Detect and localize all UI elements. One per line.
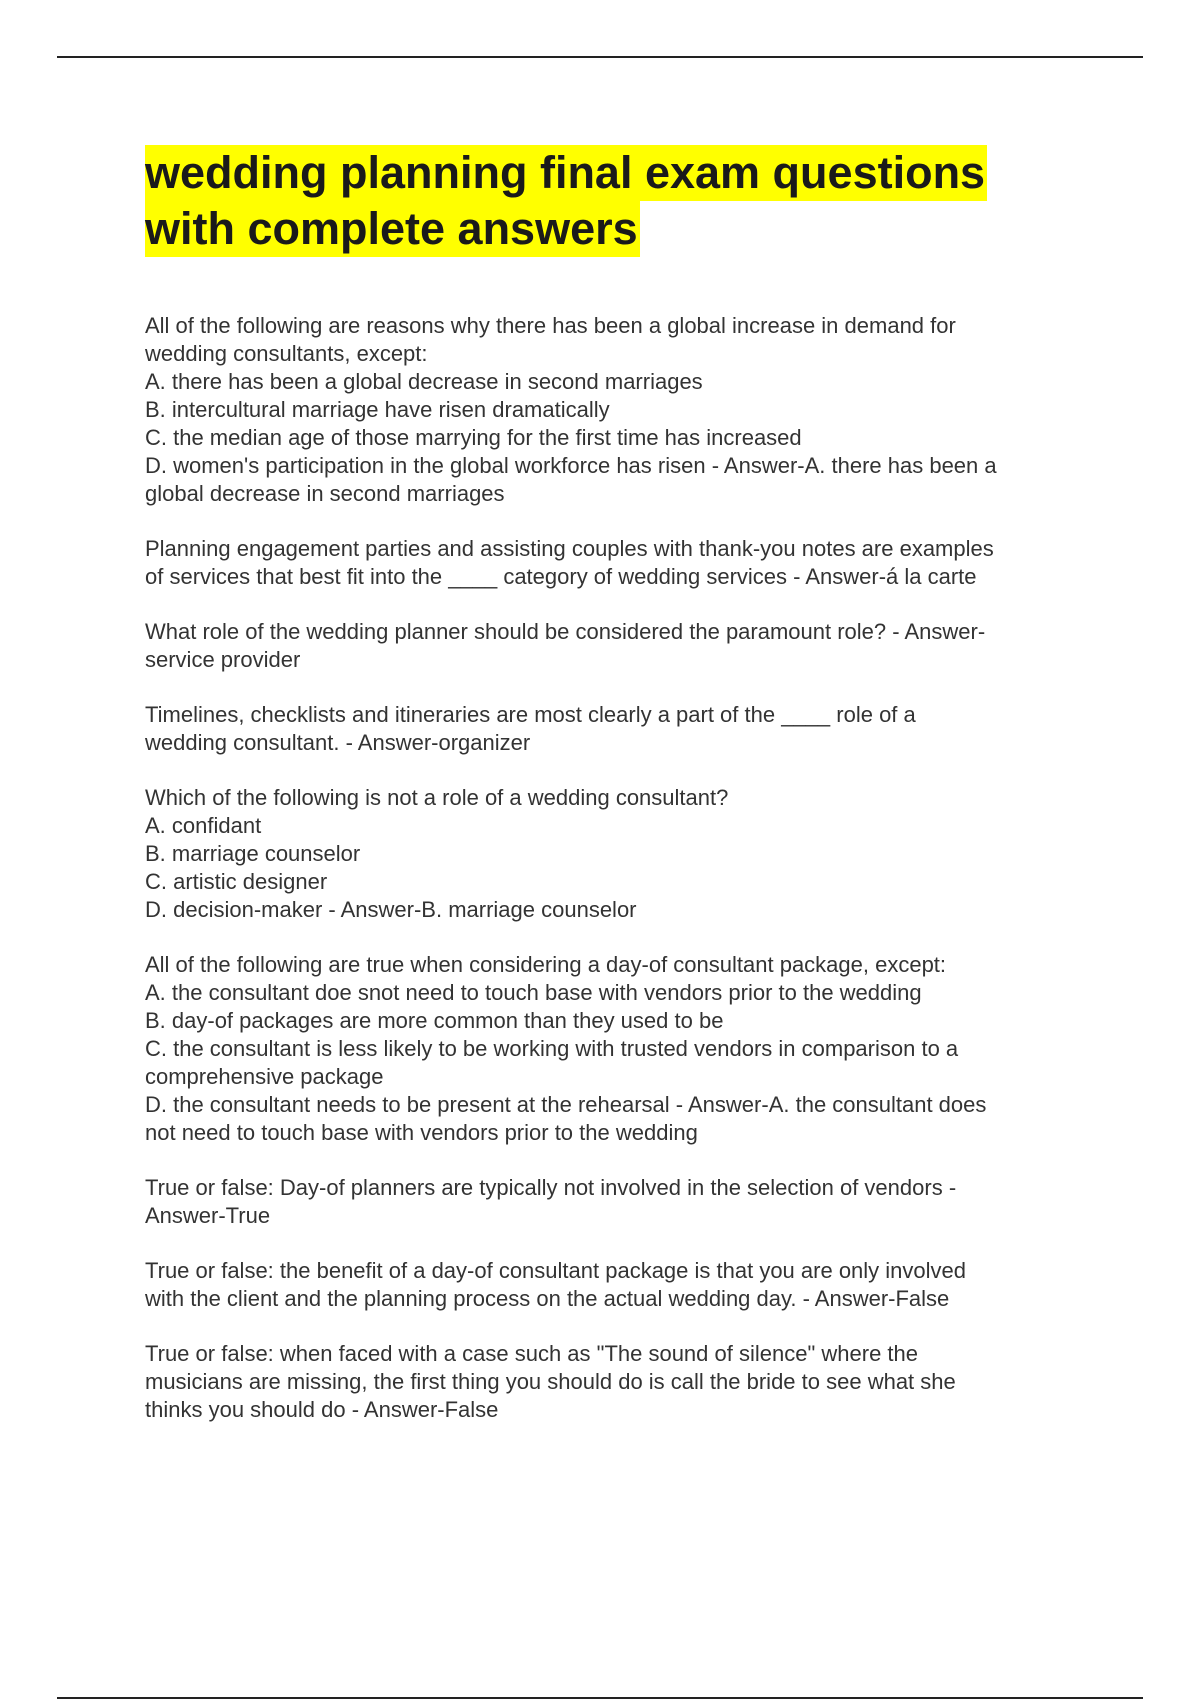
question-text-line: All of the following are true when considering a day-of consultant package, except: [145, 952, 947, 977]
question-item [145, 1257, 1085, 1313]
question-item [145, 701, 1085, 757]
question-text-line: What role of the wedding planner should be considered the paramount role? - Answer- [145, 619, 986, 644]
top-rule [57, 56, 1143, 58]
question-item [145, 784, 1085, 924]
question-text-line: Answer-True [145, 1203, 271, 1228]
question-text-line: C. the consultant is less likely to be working with trusted vendors in comparison to a [145, 1036, 959, 1061]
title-line-1: wedding planning final exam questions [145, 145, 987, 201]
question-text-line: B. intercultural marriage have risen dramatically [145, 397, 610, 422]
bottom-rule [57, 1697, 1143, 1699]
question-text-line: D. women's participation in the global workforce has risen - Answer-A. there has been a [145, 453, 997, 478]
question-text-line: comprehensive package [145, 1064, 384, 1089]
question-text-line: True or false: the benefit of a day-of consultant package is that you are only involved [145, 1258, 967, 1283]
question-text-line: not need to touch base with vendors prior to the wedding [145, 1120, 698, 1145]
question-text-line: Timelines, checklists and itineraries are most clearly a part of the ____ role of a [145, 702, 916, 727]
question-text-line: True or false: when faced with a case such as "The sound of silence" where the [145, 1341, 918, 1366]
question-text-line: True or false: Day-of planners are typically not involved in the selection of vendors - [145, 1175, 957, 1200]
question-text-line: wedding consultants, except: [145, 341, 428, 366]
question-item [145, 1174, 1085, 1230]
title-line-2: with complete answers [145, 201, 640, 257]
question-item [145, 535, 1085, 591]
question-text-line: A. confidant [145, 813, 262, 838]
question-text-line: B. day-of packages are more common than they used to be [145, 1008, 724, 1033]
question-text-line: Which of the following is not a role of a wedding consultant? [145, 785, 729, 810]
question-text-line: A. there has been a global decrease in second marriages [145, 369, 703, 394]
question-text-line: D. decision-maker - Answer-B. marriage counselor [145, 897, 637, 922]
question-text-line: D. the consultant needs to be present at the rehearsal - Answer-A. the consultant does [145, 1092, 987, 1117]
question-text-line: service provider [145, 647, 301, 672]
page-title [145, 145, 1085, 257]
question-text-line: global decrease in second marriages [145, 481, 505, 506]
question-text-line: B. marriage counselor [145, 841, 361, 866]
question-item [145, 1340, 1085, 1424]
question-list [145, 312, 1085, 1424]
question-text-line: Planning engagement parties and assisting couples with thank-you notes are examples [145, 536, 994, 561]
question-text-line: All of the following are reasons why there has been a global increase in demand for [145, 313, 956, 338]
question-item [145, 312, 1085, 508]
question-item [145, 618, 1085, 674]
question-item [145, 951, 1085, 1147]
question-text-line: thinks you should do - Answer-False [145, 1397, 499, 1422]
question-text-line: with the client and the planning process on the actual wedding day. - Answer-False [145, 1286, 950, 1311]
question-text-line: C. artistic designer [145, 869, 328, 894]
question-text-line: C. the median age of those marrying for the first time has increased [145, 425, 802, 450]
question-text-line: musicians are missing, the first thing you should do is call the bride to see what she [145, 1369, 956, 1394]
question-text-line: of services that best fit into the ____ category of wedding services - Answer-á la carte [145, 564, 977, 589]
question-text-line: wedding consultant. - Answer-organizer [145, 730, 531, 755]
document-body [145, 145, 1085, 1451]
question-text-line: A. the consultant doe snot need to touch base with vendors prior to the wedding [145, 980, 922, 1005]
